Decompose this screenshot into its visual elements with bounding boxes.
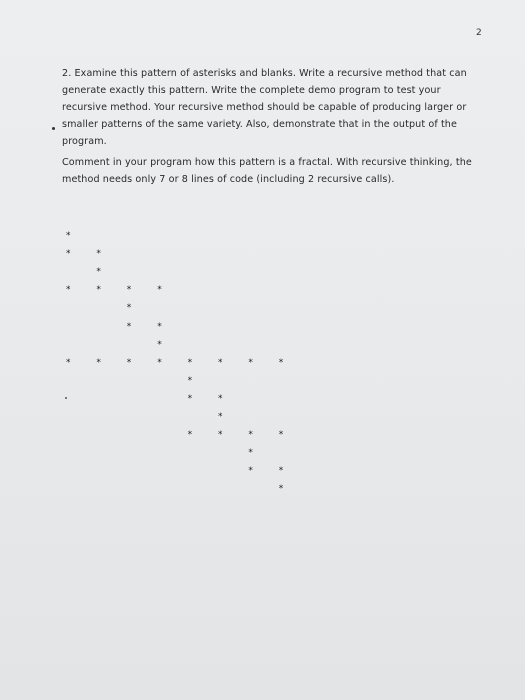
pattern-asterisk: *	[218, 393, 223, 404]
pattern-asterisk: *	[248, 430, 253, 441]
pattern-asterisk: *	[187, 375, 193, 386]
pattern-asterisk: *	[96, 249, 101, 260]
pattern-asterisk: *	[66, 357, 71, 368]
pattern-asterisk: *	[218, 357, 223, 368]
pattern-asterisk: *	[187, 357, 193, 368]
problem-paragraph: 2. Examine this pattern of asterisks and blanks. Write a recursive method that can generate exactly this pattern. Write the complete demo program to test your recursive method. Your recursive method should be capable of producing larger or smaller patterns of the same variety. Also, demonstrate that in the output of the program.	[62, 68, 467, 147]
pattern-asterisk: *	[187, 430, 193, 441]
problem-comment-paragraph: Comment in your program how this pattern is a fractal. With recursive thinking, the method needs only 7 or 8 lines of code (including 2 recursive calls).	[62, 157, 472, 185]
pattern-asterisk: *	[96, 357, 101, 368]
pattern-asterisk: *	[187, 393, 193, 404]
pattern-asterisk: *	[66, 249, 71, 260]
pattern-asterisk: *	[157, 339, 162, 350]
pattern-asterisk: *	[126, 357, 132, 368]
pattern-asterisk: *	[157, 357, 162, 368]
pattern-asterisk: *	[96, 285, 101, 296]
pattern-asterisk: *	[66, 231, 71, 241]
pattern-asterisk: *	[218, 412, 223, 422]
pattern-asterisk: *	[126, 303, 132, 314]
pattern-asterisk: *	[278, 484, 284, 495]
pattern-asterisk: *	[96, 267, 101, 278]
pattern-asterisk: *	[278, 466, 284, 477]
pattern-asterisk: *	[278, 357, 284, 368]
pattern-asterisk: *	[126, 285, 132, 296]
page-number: 2	[476, 28, 482, 38]
pattern-asterisk: *	[278, 430, 284, 441]
pattern-asterisk: *	[218, 430, 223, 441]
pattern-asterisk: *	[157, 285, 162, 296]
pattern-asterisk: *	[126, 321, 132, 332]
pattern-asterisk: *	[248, 357, 253, 368]
pattern-asterisk: *	[248, 448, 253, 459]
pattern-asterisk: *	[248, 466, 253, 477]
pattern-asterisk: *	[66, 285, 71, 296]
pattern-asterisk: *	[157, 321, 162, 332]
